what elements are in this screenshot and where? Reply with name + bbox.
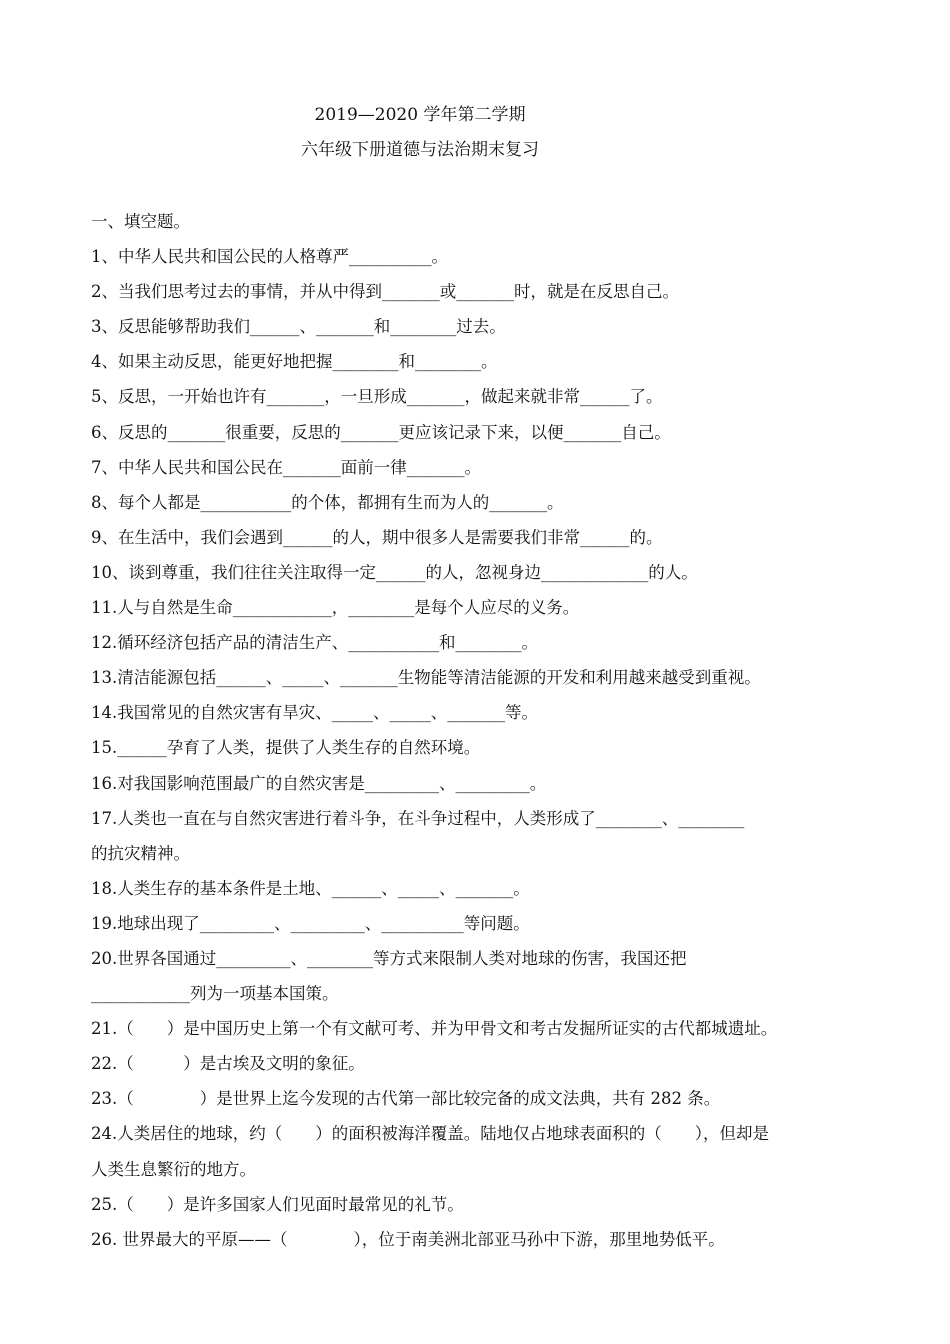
question-line: 23.（ ）是世界上迄今发现的古代第一部比较完备的成文法典，共有 282 条。 — [91, 1089, 721, 1109]
question-line: 24.人类居住的地球，约（ ）的面积被海洋覆盖。陆地仅占地球表面积的（ ），但却是 — [91, 1124, 769, 1144]
document-subtitle: 六年级下册道德与法治期末复习 — [301, 140, 539, 160]
question-line: 20.世界各国通过_________、________等方式来限制人类对地球的伤害，我国还把 — [91, 948, 687, 968]
question-line: 5、反思，一开始也许有_______，一旦形成_______，做起来就非常______了。 — [91, 387, 663, 407]
question-line-continued: 的抗灾精神。 — [91, 843, 190, 863]
question-line: 25.（ ）是许多国家人们见面时最常见的礼节。 — [91, 1194, 464, 1214]
question-line: 10、谈到尊重，我们往往关注取得一定______的人，忽视身边_____________的人。 — [91, 562, 698, 582]
question-line: 19.地球出现了_________、_________、__________等问题。 — [91, 913, 530, 933]
question-line: 4、如果主动反思，能更好地把握________和________。 — [91, 352, 498, 372]
question-line: 16.对我国影响范围最广的自然灾害是_________、_________。 — [91, 773, 547, 793]
question-line: 11.人与自然是生命____________，________是每个人应尽的义务。 — [91, 598, 580, 618]
document-title: 2019—2020 学年第二学期 — [314, 105, 526, 125]
question-line: 26. 世界最大的平原——（ ），位于南美洲北部亚马孙中下游，那里地势低平。 — [91, 1229, 725, 1249]
question-list — [91, 204, 871, 1257]
question-line: 8、每个人都是___________的个体，都拥有生而为人的_______。 — [91, 492, 564, 512]
question-line: 14.我国常见的自然灾害有旱灾、_____、_____、_______等。 — [91, 703, 538, 723]
question-line: 2、当我们思考过去的事情，并从中得到_______或_______时，就是在反思自己。 — [91, 282, 679, 302]
question-line-continued: ____________列为一项基本国策。 — [91, 984, 339, 1004]
question-line: 7、中华人民共和国公民在_______面前一律_______。 — [91, 457, 481, 477]
question-line: 6、反思的_______很重要，反思的_______更应该记录下来，以便_______自己。 — [91, 422, 671, 442]
question-line: 21.（ ）是中国历史上第一个有文献可考、并为甲骨文和考古发掘所证实的古代都城遗址。 — [91, 1019, 778, 1039]
question-line: 17.人类也一直在与自然灾害进行着斗争，在斗争过程中，人类形成了________、________ — [91, 808, 745, 828]
question-line: 12.循环经济包括产品的清洁生产、___________和________。 — [91, 633, 538, 653]
question-line: 3、反思能够帮助我们______、_______和________过去。 — [91, 317, 506, 337]
question-line: 13.清洁能源包括______、_____、_______生物能等清洁能源的开发和利用越来越受到重视。 — [91, 668, 761, 688]
section-heading: 一、填空题。 — [91, 212, 190, 231]
question-line: 22.（ ）是古埃及文明的象征。 — [91, 1054, 365, 1074]
question-line: 18.人类生存的基本条件是土地、______、_____、_______。 — [91, 878, 530, 898]
question-line: 9、在生活中，我们会遇到______的人，期中很多人是需要我们非常______的。 — [91, 527, 663, 547]
question-line: 15.______孕育了人类，提供了人类生存的自然环境。 — [91, 738, 481, 758]
question-line-continued: 人类生息繁衍的地方。 — [91, 1159, 256, 1179]
question-line: 1、中华人民共和国公民的人格尊严__________。 — [91, 247, 448, 267]
